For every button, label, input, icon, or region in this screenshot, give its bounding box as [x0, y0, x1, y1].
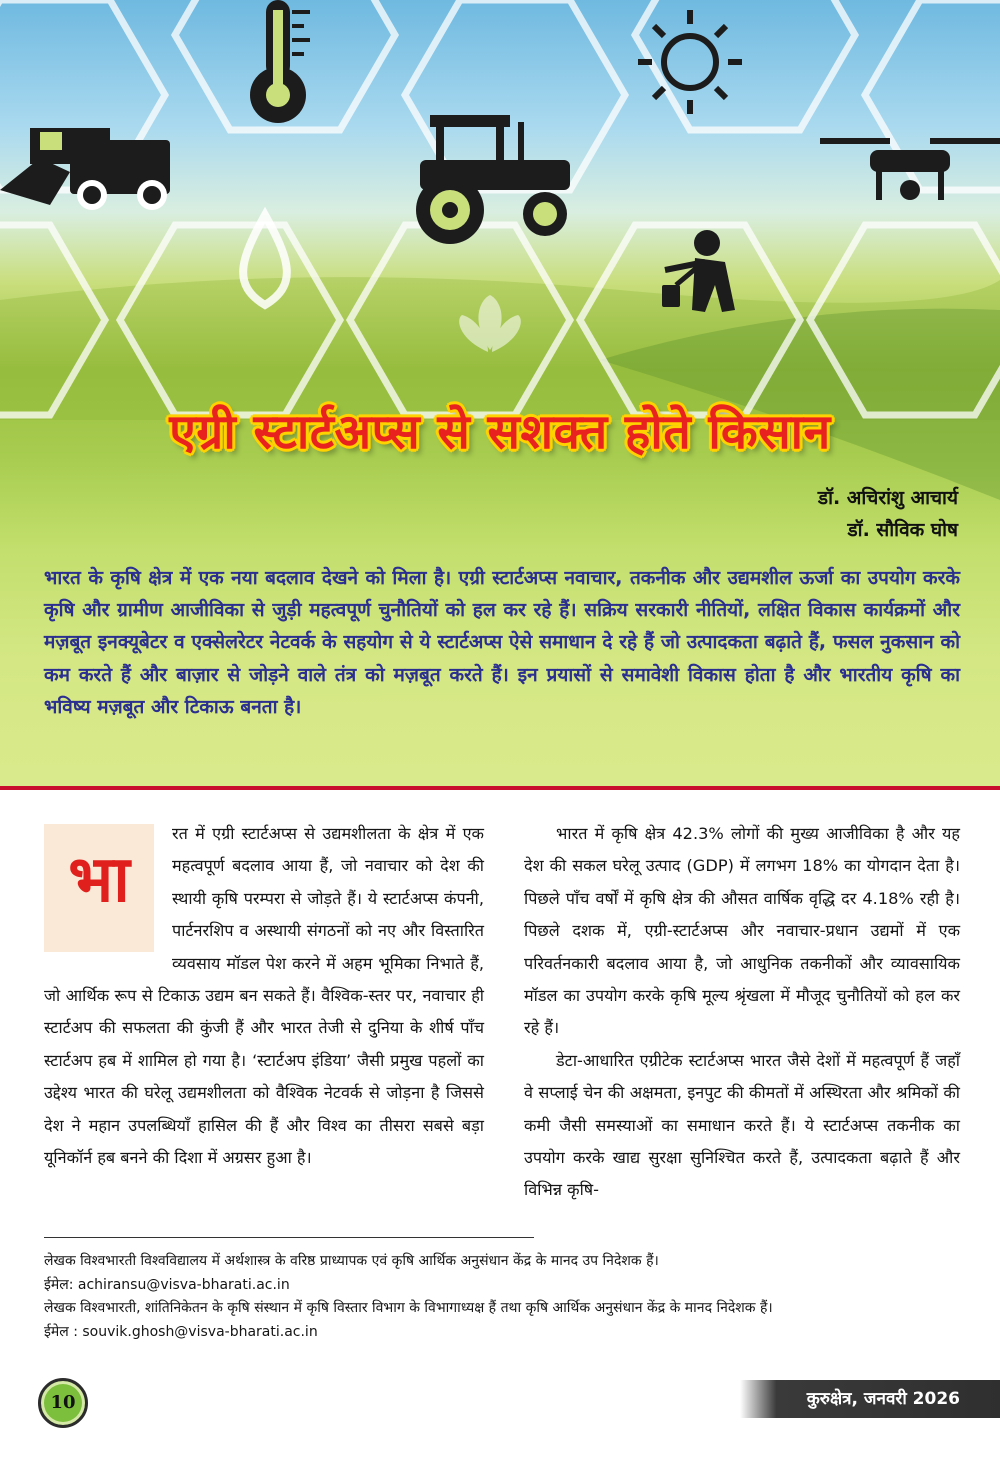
author-name: डॉ. अचिरांशु आचार्य [817, 487, 958, 509]
footnote-email: ईमेल : souvik.ghosh@visva-bharati.ac.in [44, 1323, 318, 1340]
thermometer-icon [250, 0, 310, 123]
harvester-icon [0, 128, 170, 210]
article-abstract: भारत के कृषि क्षेत्र में एक नया बदलाव देखने को मिला है। एग्री स्टार्टअप्स नवाचार, तकनीक और उद्यमशील ऊर्जा का उपयोग करके कृषि और ग्रामीण आजीविका से जुड़ी महत्वपूर्ण चुनौतियों को हल कर रहे हैं। सक्रिय सरकारी नीतियों, लक्षित विकास कार्यक्रमों और मज़बूत इनक्यूबेटर व एक्सेलरेटर नेटवर्क के सहयोग से ये स्टार्टअप्स ऐसे समाधान दे रहे हैं जो उत्पादकता बढ़ाते हैं, फसल नुकसान को कम करते हैं और बाज़ार से जोड़ने वाले तंत्र को मज़बूत करते हैं। इन प्रयासों से समावेशी विकास होता है और भारतीय कृषि का भविष्य मज़बूत और टिकाऊ बनता है। [44, 567, 960, 718]
body-paragraph: रत में एग्री स्टार्टअप्स से उद्यमशीलता के क्षेत्र में एक महत्वपूर्ण बदलाव आया हैं, जो नवाचार को देश की स्थायी कृषि परम्परा से जोड़ते हैं। ये स्टार्टअप्स कंपनी, पार्टनरशिप व अस्थायी संगठनों को नए और विस्तारित व्यवसाय मॉडल पेश करने में अहम भूमिका निभाते हैं, जो आर्थिक रूप से टिकाऊ उद्यम बन सकते हैं। वैश्विक-स्तर पर, नवाचार ही स्टार्टअप की सफलता की कुंजी हैं और भारत तेजी से दुनिया के शीर्ष पाँच स्टार्टअप हब में शामिल हो गया है। ‘स्टार्टअप इंडिया’ जैसी प्रमुख पहलों का उद्देश्य भारत की घरेलू उद्यमशीलता को वैश्विक नेटवर्क से जोड़ना है जिससे देश ने महान उपलब्धियाँ हासिल की हैं और विश्व का तीसरा सबसे बड़ा यूनिकॉर्न हब बनने की दिशा में अग्रसर हुआ है। [44, 824, 484, 1168]
page-number: 10 [38, 1378, 88, 1428]
body-paragraph: डेटा-आधारित एग्रीटेक स्टार्टअप्स भारत जैसे देशों में महत्वपूर्ण हैं जहाँ वे सप्लाई चेन की अक्षमता, इनपुट की कीमतों में अस्थिरता और श्रमिकों की कमी जैसी समस्याओं का समाधान करते हैं। ये स्टार्टअप्स तकनीक का उपयोग करके खाद्य सुरक्षा सुनिश्चित करते हैं, उत्पादकता बढ़ाते हैं और विभिन्न कृषि- [524, 1050, 960, 1200]
footnote-rule [44, 1237, 534, 1238]
body-paragraph: भारत में कृषि क्षेत्र 42.3% लोगों की मुख्य आजीविका है और यह देश की सकल घरेलू उत्पाद (GDP) में लगभग 18% का योगदान देता है। पिछले पाँच वर्षों में कृषि क्षेत्र की औसत वार्षिक वृद्धि दर 4.18% रही है। पिछले दशक में, एग्री-स्टार्टअप्स और नवाचार-प्रधान उद्यमों में एक परिवर्तनकारी बदलाव आया है, जो आधुनिक तकनीकों और व्यावसायिक मॉडल का उपयोग करके कृषि मूल्य श्रृंखला में मौजूद चुनौतियों को हल कर रहे हैं। [524, 824, 960, 1038]
article-title: एग्री स्टार्टअप्स से सशक्त होते किसान [169, 404, 831, 460]
drop-cap [44, 824, 154, 952]
author-name: डॉ. सौविक घोष [847, 519, 958, 541]
footnote-line: लेखक विश्वभारती विश्वविद्यालय में अर्थशास्त्र के वरिष्ठ प्राध्यापक एवं कृषि आर्थिक अनुसंधान केंद्र के मानद उप निदेशक हैं। [44, 1253, 659, 1269]
farmer-digging-icon [662, 230, 735, 312]
footnote-line: लेखक विश्वभारती, शांतिनिकेतन के कृषि संस्थान में कृषि विस्तार विभाग के विभागाध्यक्ष हैं तथा कृषि आर्थिक अनुसंधान केंद्र के मानद निदेशक हैं। [44, 1300, 773, 1316]
journal-footer: कुरुक्षेत्र, जनवरी 2026 [740, 1380, 1000, 1418]
drop-cap-letter: भा [68, 843, 130, 917]
left-column [44, 818, 484, 1174]
footnote-email: ईमेल: achiransu@visva-bharati.ac.in [44, 1276, 290, 1293]
section-divider [0, 786, 1000, 790]
right-column [524, 818, 960, 1207]
footnotes [44, 1250, 964, 1344]
